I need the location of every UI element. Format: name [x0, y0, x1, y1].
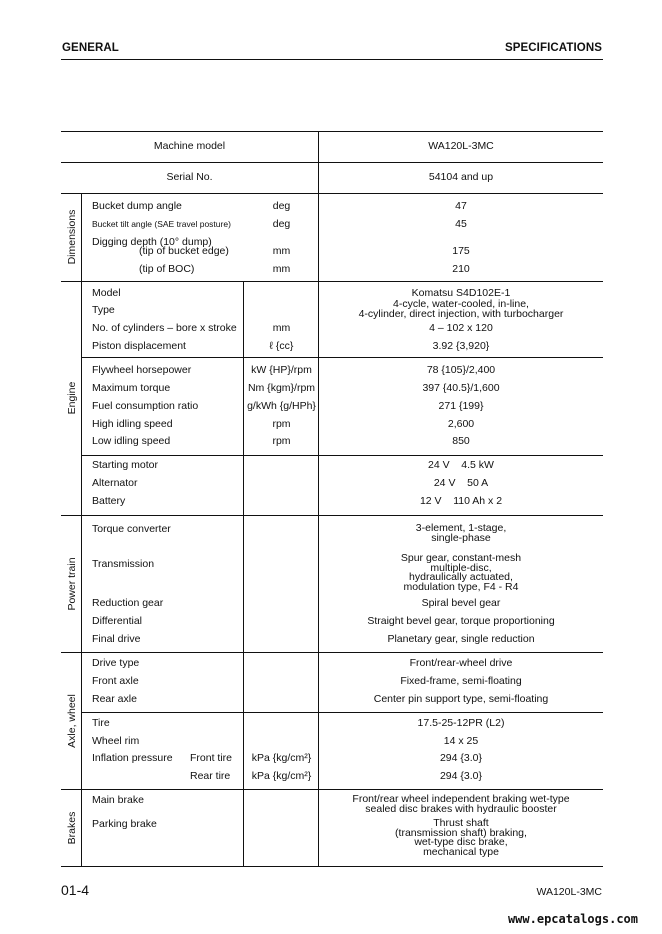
spec-label: Bucket tilt angle (SAE travel posture) — [92, 219, 231, 229]
section-label-brakes: Brakes — [66, 811, 78, 844]
spec-unit: mm — [272, 322, 291, 334]
spec-label: Flywheel horsepower — [92, 364, 192, 376]
spec-unit: kPa {kg/cm²} — [251, 770, 312, 782]
spec-value: 397 {40.5}/1,600 — [422, 382, 500, 394]
section-label-dimensions: Dimensions — [66, 209, 78, 265]
spec-label: Type — [92, 304, 115, 316]
spec-value: Front/rear-wheel drive — [409, 657, 513, 669]
spec-value: Center pin support type, semi-floating — [373, 693, 549, 705]
spec-label: Inflation pressure — [92, 752, 173, 764]
section-label-engine: Engine — [66, 381, 78, 415]
spec-unit: ℓ {cc} — [269, 340, 294, 352]
table-rule — [82, 357, 603, 358]
spec-label: Torque converter — [92, 523, 171, 535]
spec-label: Reduction gear — [92, 597, 164, 609]
spec-value: 24 V 50 A — [433, 477, 489, 489]
spec-value: Fixed-frame, semi-floating — [400, 675, 522, 687]
table-rule — [61, 162, 603, 163]
spec-value: Front/rear wheel independent braking wet-type sealed disc brakes with hydraulic booster — [352, 793, 570, 815]
section-header-general: GENERAL — [62, 42, 119, 54]
spec-unit: deg — [272, 218, 291, 230]
spec-label: Model — [92, 287, 121, 299]
spec-unit: g/kWh {g/HPh} — [247, 400, 316, 412]
spec-value: 14 x 25 — [443, 735, 479, 747]
spec-unit: mm — [272, 245, 291, 257]
spec-unit: rpm — [272, 435, 291, 447]
spec-value: 850 — [452, 435, 470, 447]
table-top-rule — [61, 131, 603, 132]
spec-value: 45 — [455, 218, 467, 230]
spec-label: (tip of BOC) — [139, 263, 195, 275]
spec-unit: kPa {kg/cm²} — [251, 752, 312, 764]
spec-unit: rpm — [272, 418, 291, 430]
serial-number-value: 54104 and up — [428, 171, 494, 183]
header-rule — [61, 59, 603, 60]
spec-label: Main brake — [92, 794, 144, 806]
machine-model-value: WA120L-3MC — [428, 140, 494, 152]
spec-value: Straight bevel gear, torque proportioning — [367, 615, 555, 627]
serial-number-label: Serial No. — [166, 171, 213, 183]
spec-value: Spiral bevel gear — [421, 597, 501, 609]
section-header-specifications: SPECIFICATIONS — [504, 42, 602, 54]
table-rule — [61, 281, 603, 282]
table-rule — [61, 193, 603, 194]
spec-label: Digging depth (10° dump) — [92, 236, 212, 248]
machine-model-label: Machine model — [153, 140, 226, 152]
spec-label: Front axle — [92, 675, 139, 687]
spec-label: Rear axle — [92, 693, 137, 705]
spec-label: (tip of bucket edge) — [139, 245, 229, 257]
spec-label: Battery — [92, 495, 126, 507]
spec-value: 4 – 102 x 120 — [429, 322, 493, 334]
spec-value: 12 V 110 Ah x 2 — [419, 495, 503, 507]
spec-label: Wheel rim — [92, 735, 140, 747]
spec-value: 3.92 {3,920} — [432, 340, 490, 352]
spec-value: 4-cycle, water-cooled, in-line, 4-cylinder, direct injection, with turbocharger — [358, 298, 564, 320]
spec-label: No. of cylinders – bore x stroke — [92, 322, 237, 334]
spec-label: Bucket dump angle — [92, 200, 182, 212]
table-rule — [82, 712, 603, 713]
website-url[interactable]: www.epcatalogs.com — [507, 912, 638, 926]
spec-label: High idling speed — [92, 418, 173, 430]
footer-model: WA120L-3MC — [536, 886, 602, 898]
spec-value: 17.5-25-12PR (L2) — [417, 717, 505, 729]
spec-label: Final drive — [92, 633, 141, 645]
spec-label: Tire — [92, 717, 110, 729]
spec-label: Alternator — [92, 477, 138, 489]
section-label-power-train: Power train — [66, 556, 78, 611]
spec-value: Komatsu S4D102E-1 — [411, 287, 511, 299]
table-rule — [82, 455, 603, 456]
spec-value: Planetary gear, single reduction — [387, 633, 535, 645]
spec-value: Thrust shaft (transmission shaft) braking, wet-type disc brake, mechanical type — [395, 817, 527, 858]
spec-label: Transmission — [92, 558, 155, 570]
spec-label: Parking brake — [92, 818, 157, 830]
spec-value: 210 — [452, 263, 470, 275]
spec-value: 294 {3.0} — [439, 770, 483, 782]
spec-value: 175 — [452, 245, 470, 257]
spec-value: 271 {199} — [438, 400, 484, 412]
page-number: 01-4 — [61, 882, 90, 898]
spec-sublabel: Rear tire — [190, 770, 231, 782]
spec-value: Spur gear, constant-mesh multiple-disc, hydraulically actuated, modulation type, F4 - R4 — [400, 552, 522, 593]
spec-label: Starting motor — [92, 459, 158, 471]
spec-sublabel: Front tire — [190, 752, 233, 764]
spec-value: 24 V 4.5 kW — [428, 459, 494, 471]
spec-label: Fuel consumption ratio — [92, 400, 199, 412]
spec-label: Piston displacement — [92, 340, 186, 352]
table-rule — [61, 652, 603, 653]
spec-value: 294 {3.0} — [439, 752, 483, 764]
table-rule — [61, 515, 603, 516]
spec-label: Maximum torque — [92, 382, 171, 394]
spec-value: 78 {105}/2,400 — [426, 364, 496, 376]
spec-label: Drive type — [92, 657, 140, 669]
spec-unit: kW {HP}/rpm — [251, 364, 312, 376]
spec-unit: deg — [272, 200, 291, 212]
spec-value: 47 — [455, 200, 467, 212]
table-bottom-rule — [61, 866, 603, 867]
spec-label: Low idling speed — [92, 435, 171, 447]
section-label-axle-wheel: Axle, wheel — [66, 693, 78, 748]
spec-value: 2,600 — [447, 418, 475, 430]
spec-label: Differential — [92, 615, 142, 627]
spec-unit: mm — [272, 263, 291, 275]
spec-value: 3-element, 1-stage, single-phase — [415, 522, 507, 544]
spec-unit: Nm {kgm}/rpm — [247, 382, 316, 394]
table-rule — [61, 789, 603, 790]
